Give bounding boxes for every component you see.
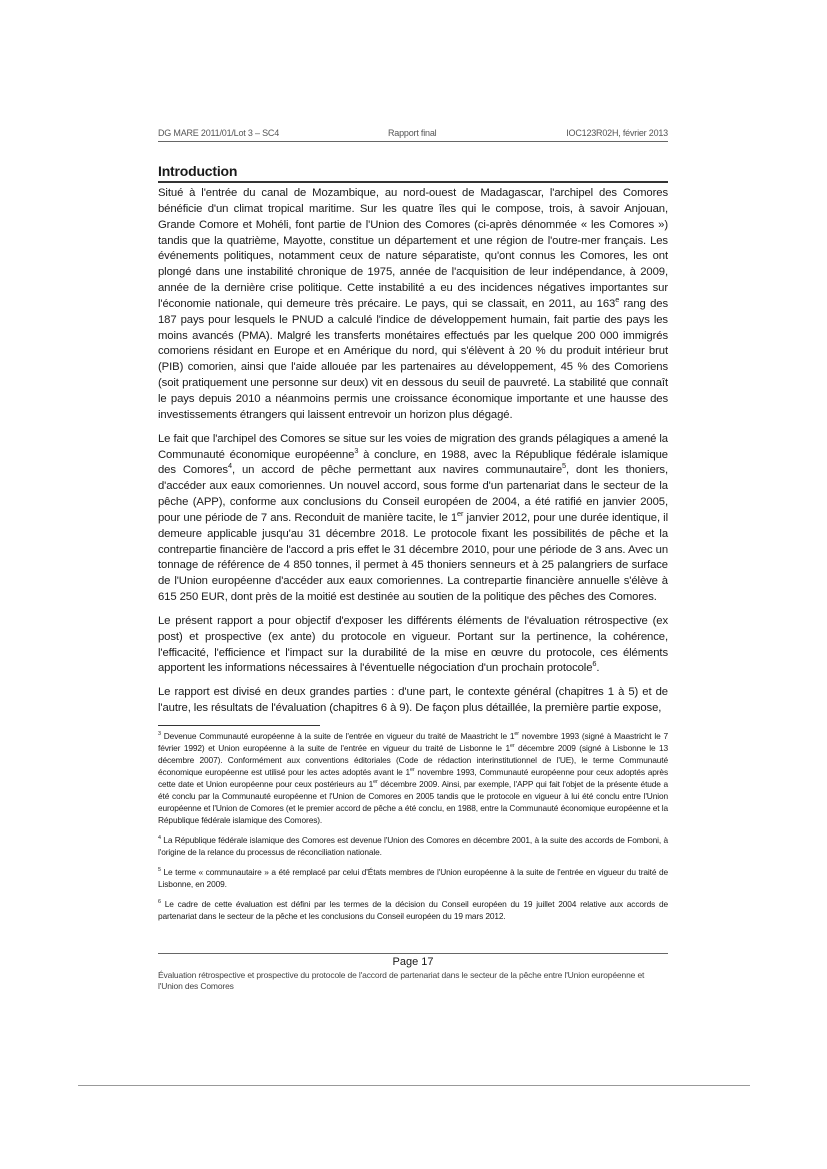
text-run: , un accord de pêche permettant aux navires communautaire <box>231 464 563 477</box>
text-run: . <box>596 662 600 675</box>
superscript: 4 <box>227 461 232 471</box>
text-run: Le rapport est divisé en deux grandes parties : d'une part, le contexte général (chapitres 1 à 5) et de l'autre, les résultats de l'évaluation (chapitres 6 à 9). De façon plus détaillée, la première partie expose, <box>158 686 668 715</box>
text-run: novembre 1993, Communauté européenne pour ceux adoptés après cette date et Union européenne pour ceux postérieurs au 1 <box>158 767 668 789</box>
footer-divider <box>158 953 668 954</box>
section-title: Introduction <box>158 163 238 179</box>
footnote <box>158 730 668 826</box>
superscript: er <box>373 779 378 786</box>
superscript: 5 <box>562 461 566 471</box>
page-bottom-rule <box>78 1085 750 1086</box>
header-divider <box>158 141 668 142</box>
header-center: Rapport final <box>388 128 437 138</box>
paragraph <box>158 685 668 717</box>
header-right: IOC123R02H, février 2013 <box>566 128 668 138</box>
title-underline <box>158 181 668 183</box>
header-left: DG MARE 2011/01/Lot 3 – SC4 <box>158 128 279 138</box>
superscript: 3 <box>354 445 359 455</box>
superscript: 6 <box>158 899 161 906</box>
body-text <box>158 186 668 725</box>
text-run: janvier 2012, pour une durée identique, il demeure applicable jusqu'au 31 décembre 2018. Le protocole fixant les possibilités de pêche et la contrepartie financière de l'accord a pris effet le 31 décembre 2010, pour une période de 3 ans. Avec un tonnage de référence de 4 850 tonnes, il permet à 45 thoniers senneurs et à 25 palangriers de surface de l'Union européenne d'accéder aux eaux comoriennes. La contrepartie financière annuelle s'élève à 615 250 EUR, dont près de la moitié est destinée au soutien de la politique des pêches des Comores. <box>158 511 668 604</box>
footnote <box>158 866 668 890</box>
text-run: décembre 2009 (signé à Lisbonne le 13 décembre 2007). Conformément aux conventions éditoriales (Code de rédaction interinstitutionnel de l'UE), le terme Communauté économique européenne est utilisé pour les actes adoptés avant le 1 <box>158 743 669 777</box>
superscript: 3 <box>158 731 161 738</box>
footnote-separator <box>158 725 320 726</box>
text-run: à conclure, en 1988, avec la République fédérale islamique des Comores <box>158 448 668 477</box>
superscript: 4 <box>158 835 161 842</box>
footnotes <box>158 730 668 930</box>
text-run: , dont les thoniers, d'accéder aux eaux comoriennes. Un nouvel accord, sous forme d'un partenariat dans le secteur de la pêche (APP), conforme aux conclusions du Conseil européen de 2004, a été ratifié en janvier 2005, pour une période de 7 ans. Reconduit de manière tacite, le 1 <box>158 464 669 524</box>
text-run: Le fait que l'archipel des Comores se situe sur les voies de migration des grands pélagiques a amené la Communauté économique européenne <box>158 432 668 461</box>
superscript: er <box>410 767 415 774</box>
text-run: décembre 2009. Ainsi, par exemple, l'APP qui fait l'objet de la présente étude a été conclu par la Communauté européenne et l'Union de Comores en 2005 tandis que le protocole en vigueur à lui été conclu entre l'Union européenne et l'Union de Comores (et le premier accord de pêche a été conclu, en 1988, entre la Communauté économique européenne et la République fédérale islamique des Comores). <box>158 779 668 825</box>
superscript: er <box>509 743 515 750</box>
footnote <box>158 834 668 858</box>
superscript: e <box>615 295 620 305</box>
page-number: Page 17 <box>392 956 434 968</box>
text-run: Le terme « communautaire » a été remplacé par celui d'États membres de l'Union européenne à la suite de l'entrée en vigueur du traité de Lisbonne, en 2009. <box>158 867 668 889</box>
paragraph <box>158 186 668 424</box>
footer-description: Évaluation rétrospective et prospective du protocole de l'accord de partenariat dans le secteur de la pêche entre l'Union européenne et l'Union des Comores <box>158 970 645 991</box>
text-run: Devenue Communauté européenne à la suite de l'entrée en vigueur du traité de Maastricht le 1 <box>160 731 515 741</box>
footnote <box>158 898 668 922</box>
running-header <box>158 128 668 142</box>
text-run: Le présent rapport a pour objectif d'exposer les différents éléments de l'évaluation rétrospective (ex post) et prospective (ex ante) du protocole en vigueur. Portant sur la pertinence, la cohérence, l'efficacité, l'efficience et l'impact sur la durabilité de la mise en œuvre du protocole, ces éléments apportent les informations nécessaires à l'éventuelle négociation d'un prochain protocole <box>158 614 668 675</box>
text-run: Le cadre de cette évaluation est défini par les termes de la décision du Conseil européen du 19 juillet 2004 relative aux accords de partenariat dans le secteur de la pêche et les conclusions du Conseil européen du 19 mars 2012. <box>158 899 668 921</box>
superscript: 6 <box>592 659 597 669</box>
text-run: novembre 1993 (signé à Maastricht le 7 février 1992) et Union européenne à la suite de l'entrée en vigueur du traité de Lisbonne le 1 <box>158 731 669 753</box>
text-run: rang des 187 pays pour lesquels le PNUD a calculé l'indice de développement humain, fait partie des pays les moins avancés (PMA). Malgré les transferts monétaires effectués par les quelque 200 000 immigrés comoriens résidant en Europe et en Amérique du nord, qui s'élèvent à 20 % du produit intérieur brut (PIB) comorien, ainsi que l'aide allouée par les partenaires au développement, 45 % des Comoriens (soit pratiquement une personne sur deux) vit en dessous du seuil de pauvreté. La stabilité que connaît le pays depuis 2010 a néanmoins permis une croissance économique importante et une hausse des investissements étrangers qui laissent entrevoir un horizon plus dégagé. <box>158 297 668 421</box>
superscript: 5 <box>158 867 161 874</box>
paragraph <box>158 432 668 606</box>
text-run: Situé à l'entrée du canal de Mozambique, au nord-ouest de Madagascar, l'archipel des Comores bénéficie d'un climat tropical maritime. Sur les quatre îles qui le compose, trois, à savoir Anjouan, Grande Comore et Mohéli, font partie de l'Union des Comores (ci-après dénommée « les Comores ») tandis que la quatrième, Mayotte, constitue un département et une région de l'outre-mer français. Les événements politiques, notamment ceux de nature séparatiste, qu'ont connus les Comores, les ont plongé dans une instabilité chronique de 1975, année de l'acquisition de leur indépendance, à 2009, année de la dernière crise politique. Cette instabilité a eu des incidences négatives importantes sur l'économie nationale, qui demeure très précaire. Le pays, qui se classait, en 2011, au 163 <box>158 187 668 310</box>
superscript: er <box>457 509 464 519</box>
paragraph <box>158 614 668 677</box>
text-run: La République fédérale islamique des Comores est devenue l'Union des Comores en décembre 2001, à la suite des accords de Fomboni, à l'origine de la relance du processus de réconciliation nationale. <box>158 835 668 857</box>
superscript: er <box>514 731 519 738</box>
